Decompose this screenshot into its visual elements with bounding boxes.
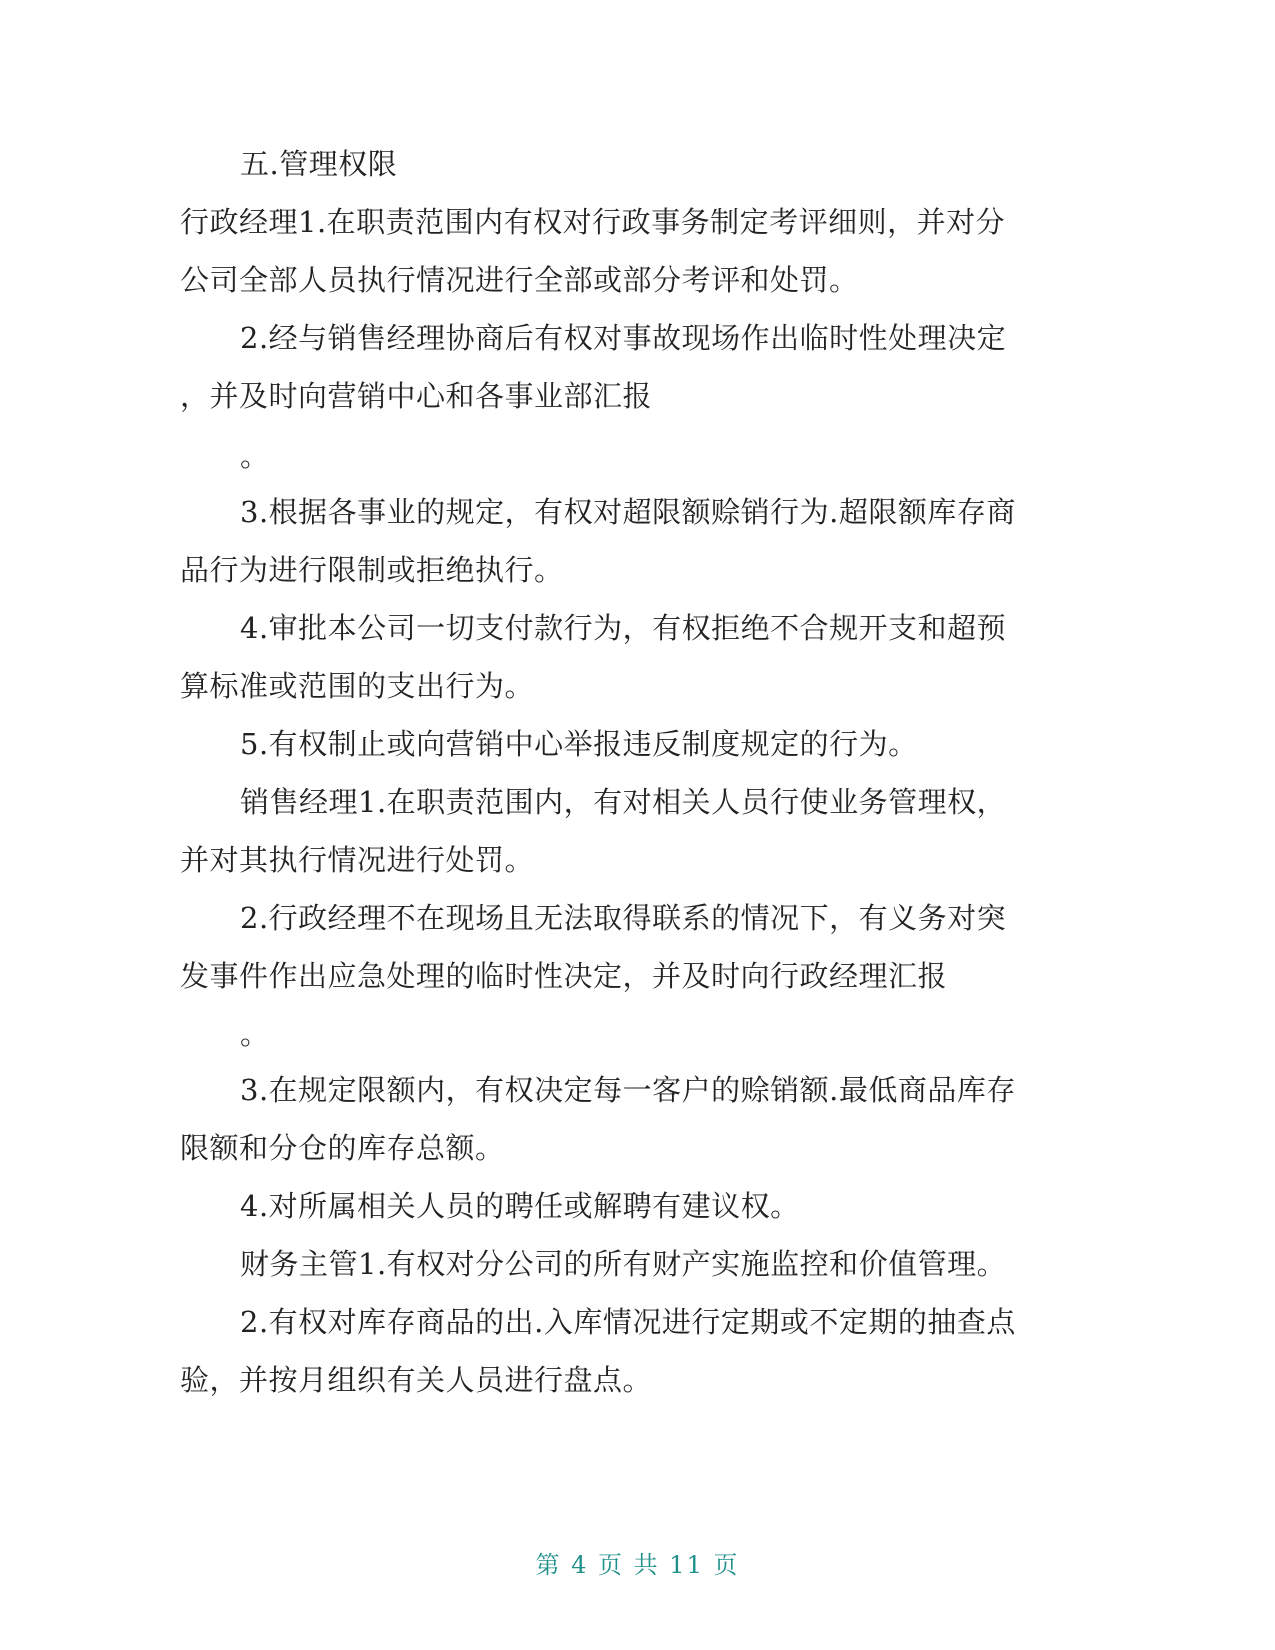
paragraph-line: 销售经理1.在职责范围内，有对相关人员行使业务管理权，	[240, 785, 1007, 819]
paragraph-line: 2.行政经理不在现场且无法取得联系的情况下，有义务对突	[240, 901, 1007, 935]
section-heading: 五.管理权限	[240, 147, 398, 181]
paragraph-line: 5.有权制止或向营销中心举报违反制度规定的行为。	[240, 727, 918, 761]
paragraph-line: ，并及时向营销中心和各事业部汇报	[180, 379, 653, 413]
paragraph-line: 2.经与销售经理协商后有权对事故现场作出临时性处理决定	[240, 321, 1007, 355]
paragraph-line: 3.根据各事业的规定，有权对超限额赊销行为.超限额库存商	[240, 495, 1016, 529]
paragraph-line: 验，并按月组织有关人员进行盘点。	[180, 1363, 653, 1397]
paragraph-line: 算标准或范围的支出行为。	[180, 669, 535, 703]
paragraph-line: 公司全部人员执行情况进行全部或部分考评和处罚。	[180, 263, 859, 297]
paragraph-line: 限额和分仓的库存总额。	[180, 1131, 505, 1165]
paragraph-line: 4.对所属相关人员的聘任或解聘有建议权。	[240, 1189, 800, 1223]
paragraph-line: 品行为进行限制或拒绝执行。	[180, 553, 564, 587]
paragraph-line: 财务主管1.有权对分公司的所有财产实施监控和价值管理。	[240, 1247, 1007, 1281]
paragraph-line: 行政经理1.在职责范围内有权对行政事务制定考评细则，并对分	[180, 205, 1006, 239]
paragraph-line: 。	[240, 1017, 270, 1051]
paragraph-line: 并对其执行情况进行处罚。	[180, 843, 535, 877]
paragraph-line: 4.审批本公司一切支付款行为，有权拒绝不合规开支和超预	[240, 611, 1007, 645]
paragraph-line: 。	[240, 439, 270, 473]
paragraph-line: 发事件作出应急处理的临时性决定，并及时向行政经理汇报	[180, 959, 948, 993]
paragraph-line: 2.有权对库存商品的出.入库情况进行定期或不定期的抽查点	[240, 1305, 1016, 1339]
paragraph-line: 3.在规定限额内，有权决定每一客户的赊销额.最低商品库存	[240, 1073, 1016, 1107]
page-number-footer: 第 4 页 共 11 页	[535, 1551, 740, 1579]
